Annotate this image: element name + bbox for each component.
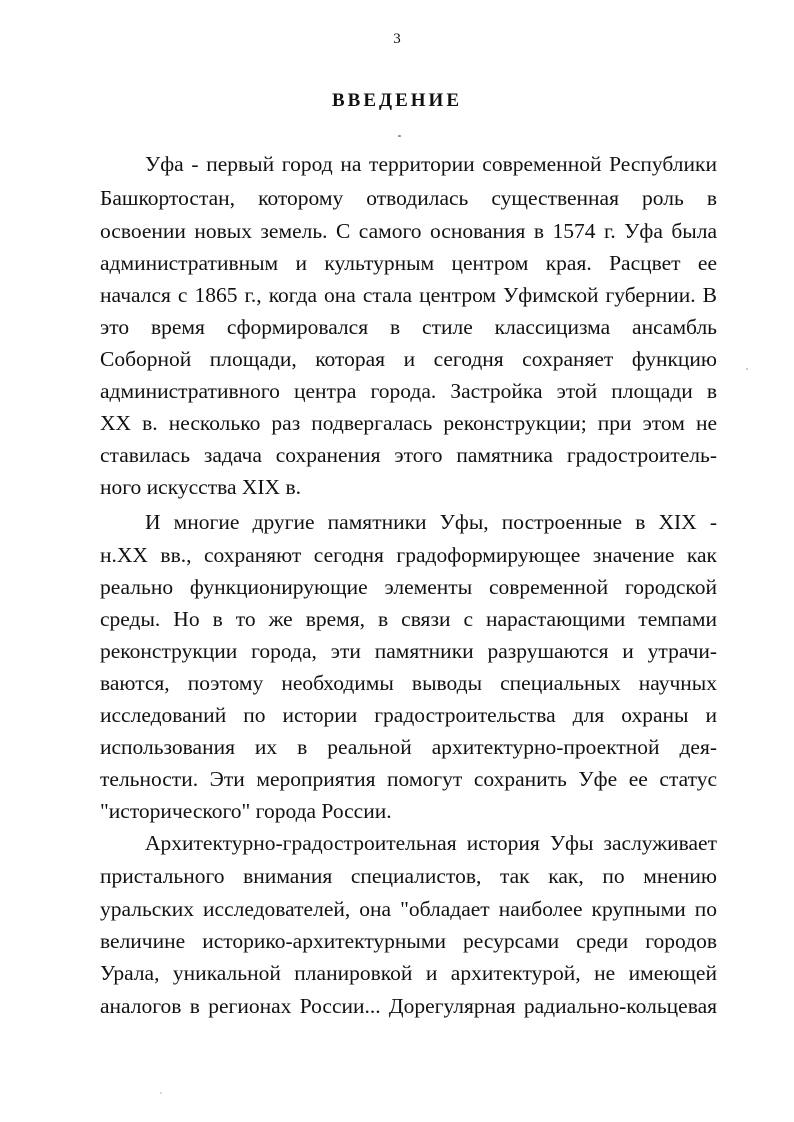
text-line: Соборной площади, которая и сегодня сохраняет функцию [100, 347, 717, 371]
text-line: реконструкции города, эти памятники разрушаются и утрачи- [100, 639, 717, 663]
text-line: тельности. Эти мероприятия помогут сохранить Уфе ее статус [100, 767, 717, 791]
text-line: Уфа - первый город на территории современной Республики [145, 152, 717, 176]
scan-speck [160, 1092, 162, 1094]
text-line: Архитектурно-градостроительная история Уфы заслуживает [145, 831, 717, 855]
text-line: ставилась задача сохранения этого памятника градостроитель- [100, 443, 717, 467]
text-line: административного центра города. Застройка этой площади в [100, 379, 717, 403]
page-number: 3 [393, 31, 401, 47]
text-line: И многие другие памятники Уфы, построенные в XIX - [145, 510, 717, 534]
text-line: среды. Но в то же время, в связи с нарастающими темпами [100, 607, 717, 631]
text-line: начался с 1865 г., когда она стала центром Уфимской губернии. В [100, 283, 717, 307]
scan-speck [746, 368, 748, 370]
text-line: использования их в реальной архитектурно-проектной дея- [100, 735, 717, 759]
text-line: ваются, поэтому необходимы выводы специальных научных [100, 671, 717, 695]
text-line: пристального внимания специалистов, так как, по мнению [100, 864, 717, 888]
text-line: Башкортостан, которому отводилась существенная роль в [100, 186, 717, 210]
text-line: реально функционирующие элементы современной городской [100, 575, 717, 599]
text-line: "исторического" города России. [100, 799, 392, 823]
text-line: исследований по истории градостроительства для охраны и [100, 703, 717, 727]
text-line: н.XX вв., сохраняют сегодня градоформирующее значение как [100, 543, 717, 567]
page-title: ВВЕДЕНИЕ [332, 90, 462, 111]
text-line: административным и культурным центром края. Расцвет ее [100, 251, 717, 275]
text-line: величине историко-архитектурными ресурсами среди городов [100, 929, 717, 953]
text-line: XX в. несколько раз подвергалась реконструкции; при этом не [100, 411, 717, 435]
text-line: аналогов в регионах России... Дорегулярная радиально-кольцевая [100, 994, 717, 1018]
text-line: уральских исследователей, она "обладает наиболее крупными по [100, 897, 717, 921]
text-line: Урала, уникальной планировкой и архитектурой, не имеющей [100, 961, 717, 985]
text-line: это время сформировался в стиле классицизма ансамбль [100, 315, 717, 339]
scan-speck [398, 135, 401, 137]
text-line: освоении новых земель. С самого основания в 1574 г. Уфа была [100, 219, 717, 243]
text-line: ного искусства XIX в. [100, 475, 301, 499]
